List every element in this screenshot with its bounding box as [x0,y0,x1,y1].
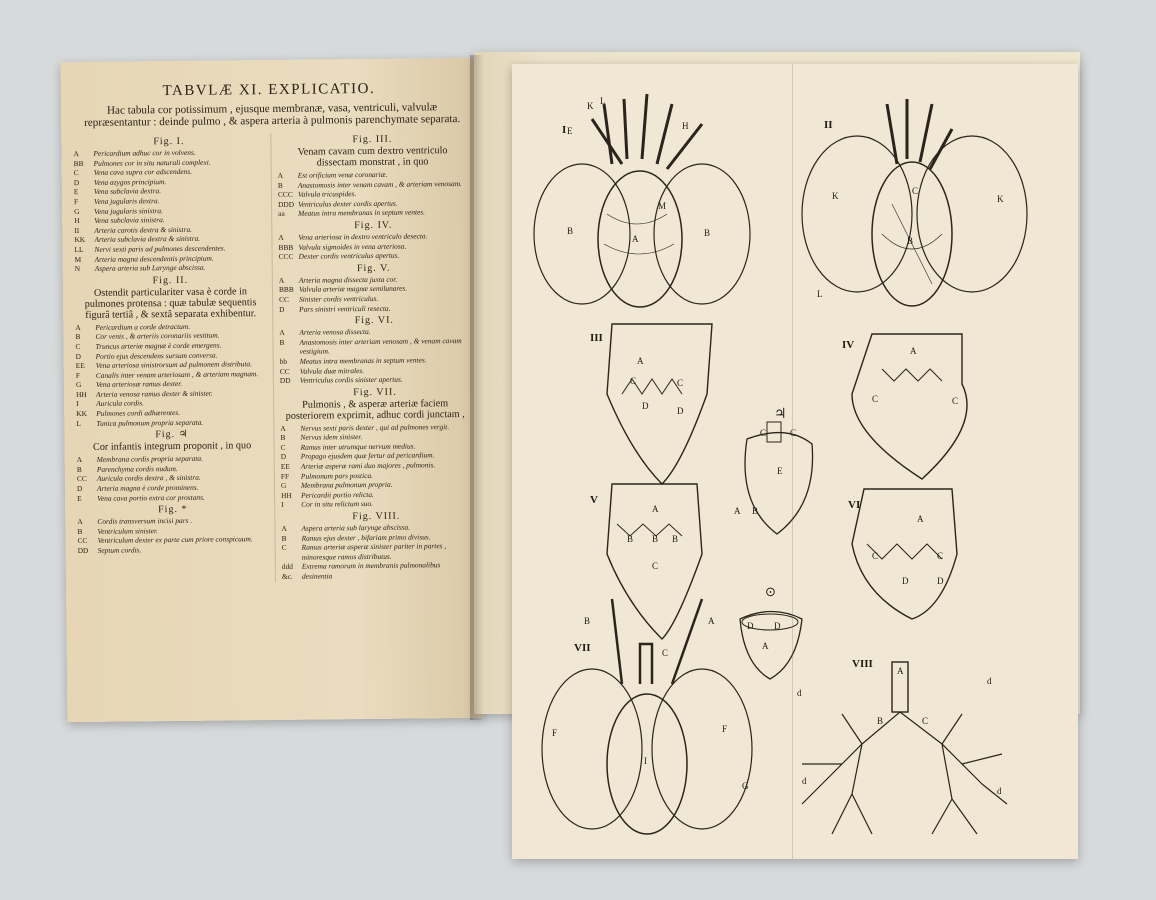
legend-entry [281,498,471,510]
legend-text: Vena arteriosa in dextro ventriculo desecta. [298,231,428,242]
anatomical-plate [512,64,1078,859]
legend-key: BB [73,158,84,168]
svg-text:A: A [652,504,659,514]
legend-text: Vena jugularis sinistra. [94,205,163,216]
legend-text: Cor venis , & arteriis coronariis vestitum. [95,330,220,342]
legend-text: Arteria magna è corde prominens. [96,482,199,493]
legend-entry [75,262,266,274]
figure-7-posterior-lungs [542,599,752,834]
svg-text:F: F [722,724,728,734]
infant-heart [734,422,813,534]
legend-entry [282,560,472,581]
legend-key: FF [280,471,290,481]
legend-entry [280,374,470,386]
page-intro: Hac tabula cor potissimum , ejusque membranæ, vasa, ventriculi, valvulæ repræsentantur : deinde pulmo , & aspera arteria à pulmonis parenchymate separata. [84,101,461,129]
svg-text:B: B [584,616,591,626]
figure-heading: Fig. I. [153,135,185,148]
legend-text: Vena subclavia sinistra. [94,215,165,226]
svg-text:B: B [627,534,634,544]
legend-text: Ramus inter utrumque nervum medius. [300,441,416,452]
svg-text:d: d [997,786,1002,796]
legend-text: Nervus idem sinister. [300,432,363,442]
legend-entry [282,541,472,562]
svg-text:K: K [587,101,594,111]
figure-8-bronchial-tree [797,662,1007,834]
svg-text:D: D [902,576,909,586]
legend-key: DD [279,375,291,386]
figure-label-2: II [824,119,833,131]
legend-text: Anastomosis inter venam cavam , & arteriam venosam. [297,178,462,190]
legend-key: A [278,232,284,242]
left-page [61,58,484,722]
legend-text: Valvula sigmoides in vena arteriosa. [298,241,407,252]
svg-text:B: B [877,716,884,726]
legend-key: E [73,187,79,197]
legend-text: Portio ejus descendens sursum conversa. [95,350,218,361]
figure-heading: Fig. ♃ [155,429,189,441]
legend-key: bb [279,356,288,366]
legend-key: II [74,225,80,235]
legend-text: Cor in situ relictum suo. [301,499,374,510]
figure-3-right-ventricle [607,324,712,484]
legend-text: Arteria venosa ramus dexter & sinister. [95,388,213,399]
legend-key: G [280,481,287,491]
svg-text:G: G [742,781,749,791]
legend-text: Pars sinistri ventriculi resecta. [299,303,391,314]
legend-key: D [279,304,285,314]
explanation-column-right [270,131,472,582]
legend-key: C [73,168,79,178]
figure-heading: Fig. VII. [353,386,397,398]
figure-description: Pulmonis , & asperæ arteriæ faciem posteriorem exprimit, adhuc cordi junctam , [285,397,465,422]
svg-text:C: C [922,716,929,726]
legend-text: Vena subclavia dextra. [93,186,162,197]
figure-label-7: VII [574,642,591,654]
svg-text:A: A [762,641,769,651]
svg-text:C: C [872,394,879,404]
legend-key: B [280,433,286,443]
legend-text: Membrana cordis propria separata. [96,453,203,465]
legend-text: Extrema ramorum in membranis pulmonalibus desinentia [301,560,441,581]
legend-text: Dexter cordis ventriculus apertus. [298,250,400,261]
legend-key: A [73,149,79,159]
legend-key: DDD [278,199,295,209]
svg-text:E: E [567,126,573,136]
legend-text: Ventriculum sinister. [97,526,158,536]
legend-key: ddd &c. [281,562,293,581]
legend-text: Pulmones cor in situ naturali complexi. [93,157,211,168]
legend-key: C [75,341,81,351]
figure-description: Venam cavam cum dextro ventriculo dissectam monstrat , in quo [297,145,448,169]
svg-text:H: H [682,121,689,131]
figure-6-mitral-valves [852,489,957,619]
legend-text: Valvula tricuspides. [297,189,357,199]
svg-text:B: B [672,534,679,544]
svg-text:C: C [652,561,659,571]
legend-key: CCC [277,189,293,200]
figure-label-5: V [590,494,598,506]
legend-key: CC [279,294,289,304]
legend-text: Pericardium adhuc cor in volvens. [93,147,196,158]
legend-text: Cordis transversum incisi pars . [97,516,193,527]
section-mark: ⊙ [765,584,776,599]
legend-text: Pericardii portio relicta. [301,489,374,500]
legend-key: M [74,254,82,264]
figure-heading: Fig. IV. [354,219,393,232]
svg-text:d: d [797,688,802,698]
legend-text: Vena cava portio extra cor prostans. [97,492,205,503]
figure-label-6: VI [848,499,861,511]
legend-entry [278,207,468,219]
legend-text: Auricula cordis. [96,398,144,409]
legend-key: C [281,543,287,553]
legend-key: HH [75,389,87,399]
svg-text:C: C [937,551,944,561]
legend-text: Vena arteriosæ ramus dexter. [95,379,183,390]
svg-text:L: L [817,289,823,299]
legend-key: A [281,523,287,533]
legend-entry [76,417,267,429]
legend-key: KK [74,235,86,245]
svg-text:A: A [632,234,639,244]
legend-key: A [280,423,286,433]
plate-engraving [512,64,1078,859]
svg-text:C: C [677,378,684,388]
figure-description: Ostendit particulariter vasa è corde in pulmones protensa : quæ tabulæ sequentis figurâ tertiâ , & sextâ separata exhibentur. [84,285,257,321]
svg-text:A: A [910,346,917,356]
legend-text: Pulmones cordi adhærentes. [96,408,181,418]
svg-text:A: A [734,506,741,516]
figure-label-3: III [590,332,603,344]
legend-key: BBB [278,242,294,252]
legend-key: H [74,216,80,226]
legend-key: B [277,180,283,190]
svg-text:C: C [662,648,669,658]
legend-text: Vena cava supra cor adscendens. [93,167,193,178]
legend-text: Pericardium a corde detractum. [95,321,191,332]
legend-text: Anastomosis inter arteriam venosam , & venam cavam vestigium. [299,335,462,357]
legend-key: A [278,275,285,285]
book-gutter [470,55,484,720]
legend-text: Vena jugularis dextra. [93,196,160,206]
legend-key: A [277,170,284,180]
legend-text: Membrana pulmonum propria. [300,479,393,490]
figure-description: Cor infantis integrum proponit , in quo [92,440,252,454]
legend-key: CCC [278,251,294,262]
legend-key: CC [279,366,290,376]
legend-text: Ramus ejus dexter , bifariam primo divisus. [301,531,431,543]
svg-text:F: F [552,728,558,738]
explanation-column-left [73,133,275,584]
legend-key: DD [77,545,89,556]
figure-heading: Fig. * [158,504,188,516]
legend-key: E [77,493,82,503]
legend-key: L [76,418,81,428]
svg-text:D: D [642,401,649,411]
explanation-columns [61,127,482,584]
legend-text: Valvula duæ mitrales. [299,365,365,376]
legend-key: D [76,484,83,494]
legend-text: Arteria subclavia dextra & sinistra. [94,234,201,245]
legend-key: CC [77,536,88,546]
legend-key: G [75,380,82,390]
figure-label-1: I [562,124,567,136]
figure-4-pulmonary-valves [852,334,967,479]
svg-text:C: C [760,428,767,438]
svg-text:d: d [987,676,992,686]
page-heading: TABVLÆ XI. EXPLICATIO. [162,80,376,100]
legend-key: B [76,464,82,474]
legend-key: F [73,196,79,207]
legend-text: Nervus sexti paris dexter , qui ad pulmones vergit. [300,421,450,433]
legend-text: Arteria magna dissecta juxta cor. [298,274,398,285]
svg-text:A: A [917,514,924,524]
legend-text: Ventriculum dexter ex parte cum priore conspicuum. [97,534,253,546]
fold-crease [792,64,793,859]
legend-key: BBB [278,285,294,295]
legend-key: A [77,517,83,527]
figure-1-heart-lungs [534,94,750,307]
legend-key: D [280,452,287,462]
legend-text: Canalis inter venam arteriosam , & arteriam magnam. [95,368,259,380]
legend-key: C [280,442,286,452]
svg-text:A: A [897,666,904,676]
legend-entry [279,302,469,314]
svg-text:D: D [774,621,781,631]
legend-text: Septum cordis. [97,545,142,555]
legend-key: A [76,455,83,465]
svg-text:B: B [567,226,574,236]
svg-text:C: C [912,186,919,196]
legend-entry [279,336,469,357]
figure-2-heart-lungs [802,99,1027,306]
legend-key: KK [76,409,87,419]
legend-text: Ventriculus cordis sinister apertus. [299,374,403,385]
legend-text: Arteriæ asperæ rami duo majores , pulmonis. [300,460,436,471]
svg-text:C: C [952,396,959,406]
svg-text:K: K [832,191,839,201]
legend-key: HH [281,490,292,500]
figure-heading: Fig. II. [152,274,189,286]
figure-heading: Fig. III. [352,133,393,146]
svg-text:E: E [777,466,783,476]
svg-text:D: D [937,576,944,586]
svg-text:B: B [752,506,759,516]
legend-key: D [73,177,80,187]
figure-label-4: IV [842,339,855,351]
svg-text:d: d [802,776,807,786]
svg-text:D: D [747,621,754,631]
figure-5-aortic-valves [607,484,702,639]
svg-text:C: C [790,428,797,438]
legend-text: Aspera arteria sub larynge abscissa. [301,522,411,533]
legend-text: Meatus intra membranas in septum ventes. [298,207,426,219]
figure-heading: Fig. VI. [354,314,394,327]
legend-key: A [279,327,285,338]
svg-text:A: A [708,616,715,626]
legend-key: CC [76,474,87,484]
infant-heart-mark: ♃ [774,407,787,422]
legend-key: I [281,500,284,510]
legend-text: Parenchyma cordis nudum. [96,463,178,474]
svg-text:D: D [677,406,684,416]
legend-key: D [75,351,82,361]
legend-key: F [75,370,81,380]
legend-text: Vena azygos principium. [93,176,167,187]
legend-text: Arteria venosa dissecta. [299,327,371,337]
figure-heading: Fig. VIII. [352,510,401,523]
legend-key: aa [278,209,285,219]
legend-key: EE [280,461,290,471]
legend-key: N [74,264,81,274]
legend-key: A [75,322,81,332]
svg-text:K: K [997,194,1004,204]
svg-text:B: B [652,534,659,544]
legend-key: G [74,206,80,216]
legend-text: Arteria carotis dextra & sinistra. [94,224,193,235]
legend-text: Arteria magna descendentis principium. [94,253,214,264]
legend-text: Meatus intra membranas in septum ventes. [299,355,427,366]
legend-text: Valvula arteriæ magnæ semilunares. [298,283,408,295]
legend-key: EE [75,361,85,371]
legend-text: Ramus arteriæ asperæ sinister pariter in partes , minoresque ramos distributus. [301,541,447,562]
legend-text: Auricula cordis dextra , & sinistra. [96,473,201,484]
svg-text:C: C [872,551,879,561]
svg-text:C: C [630,376,637,386]
legend-entry [279,250,469,262]
figure-heading: Fig. V. [356,262,391,274]
legend-key: B [75,332,81,342]
svg-text:A: A [637,356,644,366]
legend-text: Tunica pulmonum propria separata. [96,417,204,428]
legend-text: Propago ejusdem quæ fertur ad pericardium. [300,450,435,462]
legend-text: Sinister cordis ventriculus. [299,293,379,304]
legend-text: Pulmonum pars postica. [300,470,374,481]
legend-key: B [77,526,83,536]
svg-text:M: M [658,201,667,211]
svg-text:I: I [644,756,647,766]
legend-key: B [281,533,287,543]
legend-key: LL [74,244,84,254]
legend-text: Vena arteriosa sinistrorsum ad pulmonem distributa. [95,359,252,370]
svg-text:B: B [704,228,711,238]
legend-text: Est orificium venæ coronariæ. [297,169,388,180]
figure-label-8: VIII [852,658,873,670]
svg-text:L: L [600,96,606,106]
svg-text:B: B [907,236,914,246]
legend-text: Truncus arteriæ magnæ è corde emergens. [95,340,222,351]
legend-text: Nervi sexti paris ad pulmones descendentes. [94,243,226,254]
legend-text: Ventriculus dexter cordis apertus. [298,198,398,209]
legend-key: I [76,399,79,409]
legend-text: Aspera arteria sub Larynge abscissa. [94,262,206,273]
legend-entry [77,492,268,504]
legend-key: B [279,337,285,347]
legend-entry [78,544,269,556]
